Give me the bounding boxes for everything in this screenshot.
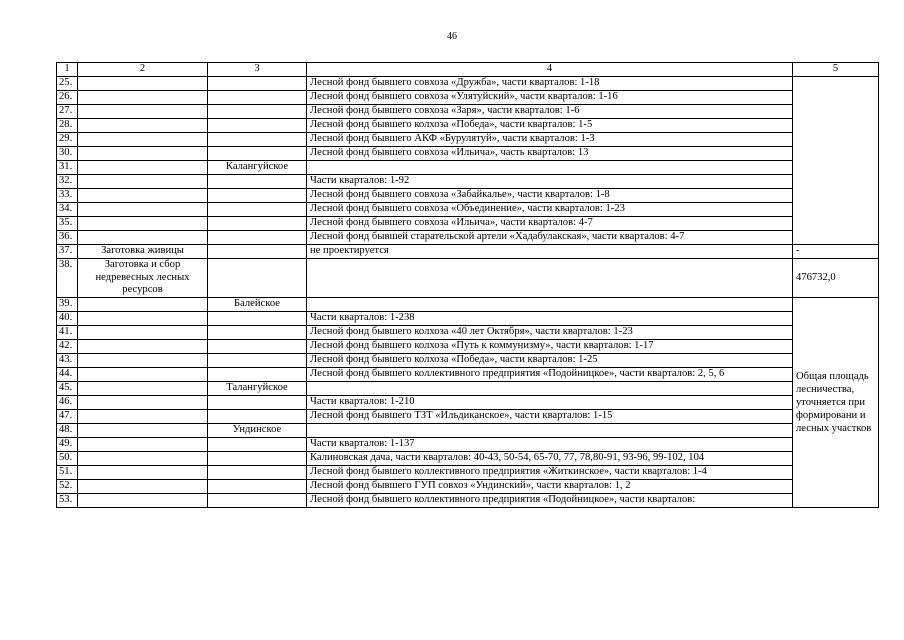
header-cell-3: 3 (208, 63, 307, 77)
table-row (57, 161, 879, 175)
table-row (57, 231, 879, 245)
row-number-cell: 32. (57, 175, 78, 189)
row-number-cell: 33. (57, 189, 78, 203)
activity-cell (78, 367, 208, 381)
location-cell: Части кварталов: 1-92 (307, 175, 793, 189)
forest-table (56, 62, 879, 508)
row-number-cell: 49. (57, 437, 78, 451)
activity-cell (78, 119, 208, 133)
row-number-cell: 38. (57, 259, 78, 298)
table-row (57, 175, 879, 189)
table-row (57, 259, 879, 298)
table-row (57, 77, 879, 91)
activity-cell (78, 217, 208, 231)
forestry-cell (208, 147, 307, 161)
activity-cell (78, 147, 208, 161)
area-cell-blank (793, 77, 879, 245)
activity-cell (78, 423, 208, 437)
table-row (57, 381, 879, 395)
location-cell (307, 381, 793, 395)
area-cell-note: Общая площадь лесничества, уточняется при формировани и лесных участков (793, 297, 879, 507)
row-number-cell: 25. (57, 77, 78, 91)
row-number-cell: 52. (57, 479, 78, 493)
activity-cell (78, 339, 208, 353)
activity-cell (78, 409, 208, 423)
forestry-cell (208, 311, 307, 325)
activity-cell (78, 493, 208, 507)
location-cell (307, 259, 793, 298)
forestry-cell (208, 133, 307, 147)
location-cell: Лесной фонд бывшего совхоза «Объединение», части кварталов: 1-23 (307, 203, 793, 217)
row-number-cell: 26. (57, 91, 78, 105)
location-cell: Лесной фонд бывшего ТЗТ «Ильдиканское», части кварталов: 1-15 (307, 409, 793, 423)
location-cell: Лесной фонд бывшего колхоза «Путь к коммунизму», части кварталов: 1-17 (307, 339, 793, 353)
activity-cell (78, 395, 208, 409)
forestry-cell (208, 231, 307, 245)
activity-cell (78, 437, 208, 451)
location-cell: Лесной фонд бывшего совхоза «Улятуйский», части кварталов: 1-16 (307, 91, 793, 105)
forestry-cell (208, 437, 307, 451)
row-number-cell: 45. (57, 381, 78, 395)
activity-cell (78, 189, 208, 203)
location-cell (307, 423, 793, 437)
header-cell-4: 4 (307, 63, 793, 77)
activity-cell (78, 175, 208, 189)
location-cell: Лесной фонд бывшего совхоза «Дружба», части кварталов: 1-18 (307, 77, 793, 91)
area-cell-value: 476732,0 (793, 259, 879, 298)
forestry-cell (208, 395, 307, 409)
table-row (57, 367, 879, 381)
row-number-cell: 27. (57, 105, 78, 119)
row-number-cell: 47. (57, 409, 78, 423)
row-number-cell: 31. (57, 161, 78, 175)
table-row (57, 339, 879, 353)
table-row (57, 451, 879, 465)
activity-cell (78, 91, 208, 105)
table-row (57, 189, 879, 203)
forestry-cell (208, 479, 307, 493)
table-row (57, 105, 879, 119)
forestry-cell (208, 175, 307, 189)
table-row (57, 133, 879, 147)
row-number-cell: 44. (57, 367, 78, 381)
location-cell: Лесной фонд бывшего коллективного предприятия «Житкинское», части кварталов: 1-4 (307, 465, 793, 479)
row-number-cell: 50. (57, 451, 78, 465)
forestry-cell (208, 245, 307, 259)
activity-cell (78, 203, 208, 217)
activity-cell (78, 231, 208, 245)
forestry-cell (208, 259, 307, 298)
activity-cell (78, 325, 208, 339)
forestry-cell: Балейское (208, 297, 307, 311)
forestry-cell (208, 451, 307, 465)
location-cell: Лесной фонд бывшего колхоза «40 лет Октября», части кварталов: 1-23 (307, 325, 793, 339)
location-cell: Лесной фонд бывшего коллективного предприятия «Подойницкое», части кварталов: (307, 493, 793, 507)
forestry-cell (208, 409, 307, 423)
location-cell: не проектируется (307, 245, 793, 259)
activity-cell (78, 161, 208, 175)
table-row (57, 325, 879, 339)
location-cell: Лесной фонд бывшего колхоза «Победа», части кварталов: 1-25 (307, 353, 793, 367)
forestry-cell (208, 353, 307, 367)
area-cell-dash: - (793, 245, 879, 259)
row-number-cell: 30. (57, 147, 78, 161)
forestry-cell (208, 91, 307, 105)
forestry-cell (208, 493, 307, 507)
location-cell: Части кварталов: 1-137 (307, 437, 793, 451)
activity-cell: Заготовка живицы (78, 245, 208, 259)
activity-cell (78, 451, 208, 465)
forestry-cell (208, 465, 307, 479)
location-cell: Лесной фонд бывшего совхоза «Забайкалье», части кварталов: 1-8 (307, 189, 793, 203)
page-number: 46 (447, 31, 457, 42)
activity-cell (78, 311, 208, 325)
forestry-cell (208, 77, 307, 91)
forestry-cell (208, 105, 307, 119)
activity-cell: Заготовка и сбор недревесных лесных ресурсов (78, 259, 208, 298)
table-row (57, 91, 879, 105)
location-cell: Лесной фонд бывшего совхоза «Ильича», части кварталов: 4-7 (307, 217, 793, 231)
forestry-cell (208, 203, 307, 217)
row-number-cell: 29. (57, 133, 78, 147)
table-row (57, 409, 879, 423)
forestry-cell (208, 325, 307, 339)
table-row (57, 217, 879, 231)
location-cell: Части кварталов: 1-238 (307, 311, 793, 325)
location-cell (307, 297, 793, 311)
location-cell: Лесной фонд бывшего ГУП совхоз «Ундинский», части кварталов: 1, 2 (307, 479, 793, 493)
location-cell: Лесной фонд бывшего коллективного предприятия «Подойницкое», части кварталов: 2, 5, 6 (307, 367, 793, 381)
location-cell: Калиновская дача, части кварталов: 40-43, 50-54, 65-70, 77, 78,80-91, 93-96, 99-102, 104 (307, 451, 793, 465)
forestry-cell (208, 217, 307, 231)
activity-cell (78, 381, 208, 395)
table-header-row (57, 63, 879, 77)
row-number-cell: 40. (57, 311, 78, 325)
forestry-cell (208, 367, 307, 381)
header-cell-1: 1 (57, 63, 78, 77)
row-number-cell: 51. (57, 465, 78, 479)
table-row (57, 245, 879, 259)
location-cell: Лесной фонд бывшего АКФ «Бурулятуй», части кварталов: 1-3 (307, 133, 793, 147)
header-cell-5: 5 (793, 63, 879, 77)
activity-cell (78, 353, 208, 367)
table-row (57, 437, 879, 451)
location-cell (307, 161, 793, 175)
location-cell: Лесной фонд бывшего совхоза «Ильича», часть кварталов: 13 (307, 147, 793, 161)
activity-cell (78, 77, 208, 91)
row-number-cell: 36. (57, 231, 78, 245)
row-number-cell: 37. (57, 245, 78, 259)
activity-cell (78, 133, 208, 147)
location-cell: Лесной фонд бывшего совхоза «Заря», части кварталов: 1-6 (307, 105, 793, 119)
activity-cell (78, 105, 208, 119)
forestry-cell: Талангуйское (208, 381, 307, 395)
table-row (57, 119, 879, 133)
table-row (57, 147, 879, 161)
table-row (57, 297, 879, 311)
row-number-cell: 34. (57, 203, 78, 217)
forestry-cell (208, 339, 307, 353)
row-number-cell: 48. (57, 423, 78, 437)
row-number-cell: 28. (57, 119, 78, 133)
table-row (57, 395, 879, 409)
forestry-cell: Калангуйское (208, 161, 307, 175)
row-number-cell: 42. (57, 339, 78, 353)
location-cell: Лесной фонд бывшей старательской артели «Хадабулакская», части кварталов: 4-7 (307, 231, 793, 245)
activity-cell (78, 465, 208, 479)
activity-cell (78, 479, 208, 493)
table-row (57, 203, 879, 217)
table-row (57, 353, 879, 367)
table-row (57, 465, 879, 479)
row-number-cell: 46. (57, 395, 78, 409)
row-number-cell: 53. (57, 493, 78, 507)
activity-cell (78, 297, 208, 311)
location-cell: Части кварталов: 1-210 (307, 395, 793, 409)
table-row (57, 479, 879, 493)
row-number-cell: 39. (57, 297, 78, 311)
location-cell: Лесной фонд бывшего колхоза «Победа», части кварталов: 1-5 (307, 119, 793, 133)
row-number-cell: 35. (57, 217, 78, 231)
forestry-cell: Ундинское (208, 423, 307, 437)
table-row (57, 423, 879, 437)
row-number-cell: 41. (57, 325, 78, 339)
forestry-cell (208, 119, 307, 133)
row-number-cell: 43. (57, 353, 78, 367)
table-row (57, 311, 879, 325)
header-cell-2: 2 (78, 63, 208, 77)
table-row (57, 493, 879, 507)
forestry-cell (208, 189, 307, 203)
